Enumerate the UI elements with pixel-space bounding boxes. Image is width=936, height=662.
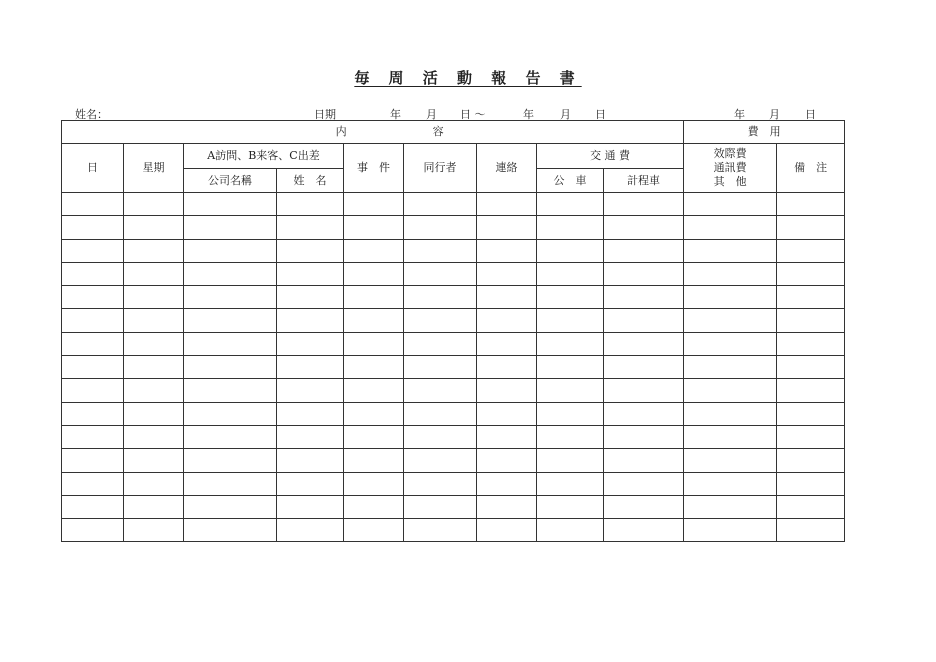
- table-cell[interactable]: [684, 286, 777, 309]
- table-cell[interactable]: [277, 379, 344, 402]
- table-cell[interactable]: [777, 472, 845, 495]
- to-year-label: 年: [523, 108, 534, 121]
- table-cell[interactable]: [344, 216, 404, 239]
- table-cell[interactable]: [477, 402, 537, 425]
- table-cell[interactable]: [124, 262, 184, 285]
- table-cell[interactable]: [277, 449, 344, 472]
- table-cell[interactable]: [124, 425, 184, 448]
- table-cell[interactable]: [477, 449, 537, 472]
- table-cell[interactable]: [184, 193, 277, 216]
- day-column-header: 日: [62, 144, 124, 193]
- table-row: [62, 286, 845, 309]
- to-day-label: 日: [595, 108, 606, 121]
- table-cell[interactable]: [404, 425, 477, 448]
- table-cell[interactable]: [537, 216, 604, 239]
- table-cell[interactable]: [537, 472, 604, 495]
- table-cell[interactable]: [777, 239, 845, 262]
- from-year-label: 年: [390, 108, 401, 121]
- table-cell[interactable]: [124, 402, 184, 425]
- table-cell[interactable]: [777, 402, 845, 425]
- from-month-label: 月: [426, 108, 437, 121]
- table-row: [62, 356, 845, 379]
- table-cell[interactable]: [604, 309, 684, 332]
- table-cell[interactable]: [344, 239, 404, 262]
- table-cell[interactable]: [684, 425, 777, 448]
- table-cell[interactable]: [344, 193, 404, 216]
- page-title: 毎 周 活 動 報 告 書: [354, 69, 582, 87]
- misc-expense-line-3: 其 他: [713, 175, 747, 188]
- table-cell[interactable]: [777, 193, 845, 216]
- table-cell[interactable]: [684, 216, 777, 239]
- table-cell[interactable]: [277, 472, 344, 495]
- table-cell[interactable]: [277, 356, 344, 379]
- table-cell[interactable]: [124, 286, 184, 309]
- table-cell[interactable]: [537, 495, 604, 518]
- table-cell[interactable]: [777, 332, 845, 355]
- table-cell[interactable]: [184, 449, 277, 472]
- table-cell[interactable]: [62, 402, 124, 425]
- table-cell[interactable]: [404, 286, 477, 309]
- contact-column-header: 連絡: [477, 144, 537, 193]
- table-cell[interactable]: [404, 262, 477, 285]
- table-cell[interactable]: [604, 425, 684, 448]
- table-cell[interactable]: [344, 449, 404, 472]
- table-cell[interactable]: [777, 309, 845, 332]
- table-cell[interactable]: [184, 356, 277, 379]
- table-cell[interactable]: [777, 356, 845, 379]
- table-cell[interactable]: [604, 379, 684, 402]
- table-cell[interactable]: [604, 262, 684, 285]
- table-row: [62, 402, 845, 425]
- table-cell[interactable]: [477, 519, 537, 542]
- table-cell[interactable]: [404, 239, 477, 262]
- table-cell[interactable]: [684, 519, 777, 542]
- table-cell[interactable]: [344, 495, 404, 518]
- content-header-right: 容: [432, 125, 444, 138]
- matter-column-header: 事 件: [344, 144, 404, 193]
- table-cell[interactable]: [537, 402, 604, 425]
- table-cell[interactable]: [477, 425, 537, 448]
- table-row: [62, 193, 845, 216]
- person-name-header: 姓 名: [277, 169, 344, 193]
- table-cell[interactable]: [477, 495, 537, 518]
- table-cell[interactable]: [404, 472, 477, 495]
- public-car-header: 公 車: [537, 169, 604, 193]
- table-cell[interactable]: [684, 262, 777, 285]
- table-row: [62, 216, 845, 239]
- table-cell[interactable]: [124, 356, 184, 379]
- table-cell[interactable]: [184, 402, 277, 425]
- table-cell[interactable]: [477, 379, 537, 402]
- table-cell[interactable]: [604, 356, 684, 379]
- table-cell[interactable]: [62, 262, 124, 285]
- table-cell[interactable]: [604, 449, 684, 472]
- table-cell[interactable]: [537, 239, 604, 262]
- table-cell[interactable]: [404, 193, 477, 216]
- table-cell[interactable]: [777, 262, 845, 285]
- table-cell[interactable]: [477, 309, 537, 332]
- misc-expense-line-1: 效際費: [713, 147, 747, 160]
- table-cell[interactable]: [477, 193, 537, 216]
- table-cell[interactable]: [684, 379, 777, 402]
- table-cell[interactable]: [277, 402, 344, 425]
- table-cell[interactable]: [684, 356, 777, 379]
- table-cell[interactable]: [277, 286, 344, 309]
- table-cell[interactable]: [124, 193, 184, 216]
- table-cell[interactable]: [62, 216, 124, 239]
- table-row: [62, 332, 845, 355]
- table-cell[interactable]: [477, 216, 537, 239]
- table-cell[interactable]: [777, 425, 845, 448]
- table-cell[interactable]: [604, 239, 684, 262]
- table-cell[interactable]: [344, 286, 404, 309]
- table-cell[interactable]: [344, 332, 404, 355]
- content-header-left: 内: [335, 125, 347, 138]
- expense-header: 費 用: [684, 121, 845, 144]
- companion-column-header: 同行者: [404, 144, 477, 193]
- table-cell[interactable]: [62, 332, 124, 355]
- table-cell[interactable]: [62, 425, 124, 448]
- table-cell[interactable]: [604, 495, 684, 518]
- date-label: 日期: [314, 108, 336, 121]
- table-cell[interactable]: [684, 402, 777, 425]
- table-cell[interactable]: [604, 402, 684, 425]
- table-cell[interactable]: [537, 193, 604, 216]
- table-row: [62, 239, 845, 262]
- table-cell[interactable]: [604, 286, 684, 309]
- table-cell[interactable]: [477, 286, 537, 309]
- table-cell[interactable]: [344, 262, 404, 285]
- table-cell[interactable]: [344, 309, 404, 332]
- table-cell[interactable]: [777, 286, 845, 309]
- table-cell[interactable]: [537, 425, 604, 448]
- table-cell[interactable]: [344, 379, 404, 402]
- table-row: [62, 379, 845, 402]
- table-cell[interactable]: [277, 193, 344, 216]
- table-cell[interactable]: [124, 309, 184, 332]
- table-row: [62, 449, 845, 472]
- table-cell[interactable]: [684, 239, 777, 262]
- table-cell[interactable]: [62, 309, 124, 332]
- table-cell[interactable]: [537, 519, 604, 542]
- table-cell[interactable]: [62, 193, 124, 216]
- table-row: [62, 472, 845, 495]
- table-cell[interactable]: [477, 239, 537, 262]
- misc-expense-header: [684, 144, 777, 193]
- table-row: [62, 519, 845, 542]
- table-cell[interactable]: [604, 472, 684, 495]
- table-cell[interactable]: [277, 239, 344, 262]
- table-cell[interactable]: [344, 402, 404, 425]
- table-cell[interactable]: [537, 286, 604, 309]
- report-day-label: 日: [805, 108, 816, 121]
- visit-type-header: A訪問、B来客、C出差: [184, 144, 344, 169]
- table-cell[interactable]: [684, 332, 777, 355]
- table-cell[interactable]: [344, 472, 404, 495]
- table-cell[interactable]: [777, 379, 845, 402]
- report-year-label: 年: [734, 108, 745, 121]
- table-cell[interactable]: [604, 519, 684, 542]
- table-cell[interactable]: [477, 262, 537, 285]
- table-cell[interactable]: [277, 262, 344, 285]
- misc-expense-line-2: 通訊費: [713, 161, 747, 174]
- table-cell[interactable]: [344, 425, 404, 448]
- table-cell[interactable]: [604, 332, 684, 355]
- name-label: 姓名：: [75, 108, 108, 121]
- table-cell[interactable]: [277, 425, 344, 448]
- table-row: [62, 309, 845, 332]
- table-cell[interactable]: [277, 495, 344, 518]
- table-cell[interactable]: [404, 216, 477, 239]
- remarks-column-header: 備 注: [777, 144, 845, 193]
- table-cell[interactable]: [184, 309, 277, 332]
- table-cell[interactable]: [184, 519, 277, 542]
- weekday-column-header: 星期: [124, 144, 184, 193]
- table-cell[interactable]: [404, 495, 477, 518]
- table-cell[interactable]: [344, 356, 404, 379]
- table-cell[interactable]: [604, 193, 684, 216]
- table-cell[interactable]: [184, 472, 277, 495]
- table-cell[interactable]: [684, 495, 777, 518]
- table-cell[interactable]: [124, 332, 184, 355]
- table-cell[interactable]: [184, 332, 277, 355]
- table-cell[interactable]: [124, 379, 184, 402]
- table-cell[interactable]: [777, 519, 845, 542]
- table-cell[interactable]: [124, 449, 184, 472]
- table-cell[interactable]: [777, 495, 845, 518]
- table-cell[interactable]: [124, 519, 184, 542]
- table-cell[interactable]: [184, 262, 277, 285]
- table-cell[interactable]: [404, 309, 477, 332]
- company-name-header: 公司名稱: [184, 169, 277, 193]
- table-cell[interactable]: [537, 332, 604, 355]
- table-cell[interactable]: [62, 239, 124, 262]
- table-cell[interactable]: [684, 193, 777, 216]
- table-row: [62, 495, 845, 518]
- table-cell[interactable]: [62, 495, 124, 518]
- table-cell[interactable]: [62, 472, 124, 495]
- table-cell[interactable]: [184, 379, 277, 402]
- table-cell[interactable]: [537, 262, 604, 285]
- report-month-label: 月: [769, 108, 780, 121]
- table-cell[interactable]: [184, 286, 277, 309]
- table-cell[interactable]: [404, 332, 477, 355]
- table-cell[interactable]: [62, 379, 124, 402]
- table-cell[interactable]: [124, 472, 184, 495]
- table-cell[interactable]: [62, 519, 124, 542]
- table-cell[interactable]: [184, 239, 277, 262]
- table-cell[interactable]: [477, 472, 537, 495]
- table-cell[interactable]: [404, 519, 477, 542]
- table-cell[interactable]: [404, 402, 477, 425]
- table-cell[interactable]: [277, 519, 344, 542]
- to-month-label: 月: [560, 108, 571, 121]
- table-cell[interactable]: [537, 449, 604, 472]
- table-cell[interactable]: [277, 309, 344, 332]
- table-cell[interactable]: [537, 356, 604, 379]
- table-cell[interactable]: [404, 356, 477, 379]
- table-cell[interactable]: [777, 216, 845, 239]
- table-cell[interactable]: [184, 216, 277, 239]
- table-cell[interactable]: [404, 379, 477, 402]
- table-cell[interactable]: [684, 309, 777, 332]
- table-row: [62, 425, 845, 448]
- table-cell[interactable]: [537, 309, 604, 332]
- transport-header: 交 通 費: [537, 144, 684, 169]
- table-cell[interactable]: [62, 356, 124, 379]
- table-cell[interactable]: [684, 472, 777, 495]
- table-cell[interactable]: [184, 495, 277, 518]
- report-table: [61, 120, 845, 542]
- table-cell[interactable]: [537, 379, 604, 402]
- from-day-label: 日 ～: [460, 108, 486, 121]
- taxi-header: 計程車: [604, 169, 684, 193]
- table-cell[interactable]: [184, 425, 277, 448]
- table-cell[interactable]: [604, 216, 684, 239]
- table-row: [62, 262, 845, 285]
- table-cell[interactable]: [124, 216, 184, 239]
- table-cell[interactable]: [477, 356, 537, 379]
- table-cell[interactable]: [684, 449, 777, 472]
- table-cell[interactable]: [124, 239, 184, 262]
- table-cell[interactable]: [124, 495, 184, 518]
- table-cell[interactable]: [477, 332, 537, 355]
- table-cell[interactable]: [62, 449, 124, 472]
- table-cell[interactable]: [777, 449, 845, 472]
- table-cell[interactable]: [344, 519, 404, 542]
- table-cell[interactable]: [62, 286, 124, 309]
- content-header: [62, 121, 684, 144]
- table-cell[interactable]: [277, 332, 344, 355]
- table-cell[interactable]: [404, 449, 477, 472]
- table-cell[interactable]: [277, 216, 344, 239]
